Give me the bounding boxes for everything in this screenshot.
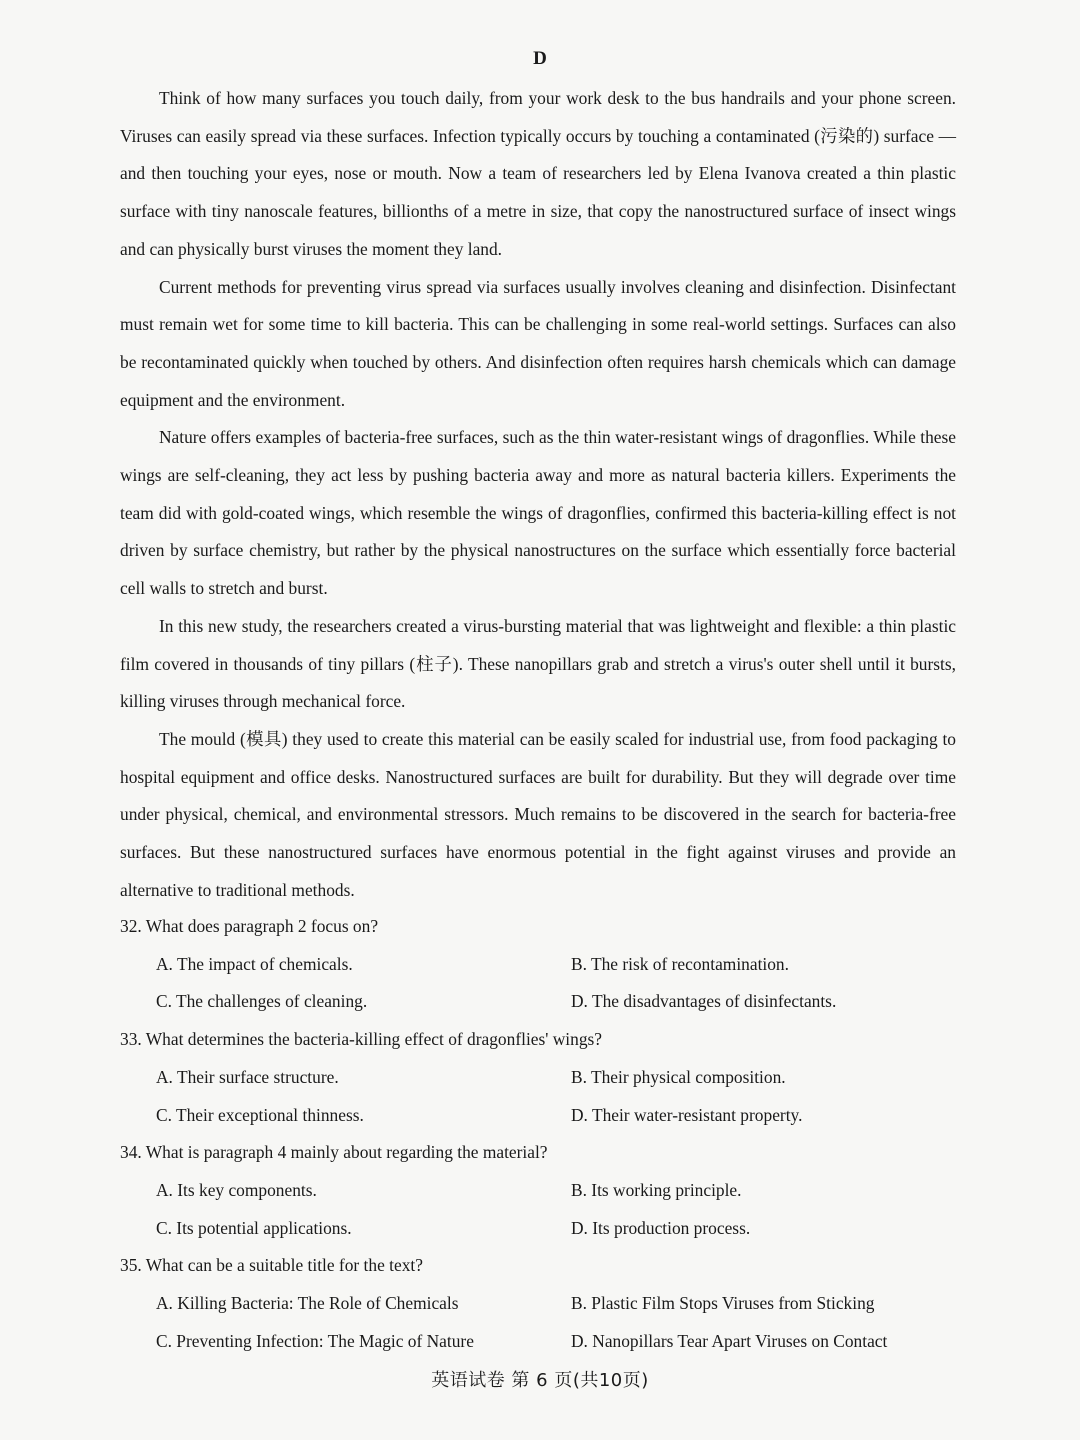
answer-options bbox=[120, 1285, 956, 1360]
option-a: A. Its key components. bbox=[156, 1179, 317, 1200]
section-heading: D bbox=[533, 48, 547, 69]
option-c: C. Its potential applications. bbox=[156, 1217, 352, 1238]
question-32 bbox=[120, 908, 956, 1021]
question-34 bbox=[120, 1134, 956, 1247]
paragraph-2: Current methods for preventing virus spread via surfaces usually involves cleaning and disinfection. Disinfectant must remain wet for some time to kill bacteria. This can be challenging in some real-world settings. Surfaces can also be recontaminated quickly when touched by others. And disinfection often requires harsh chemicals which can damage equipment and the environment. bbox=[120, 276, 956, 410]
answer-options bbox=[120, 946, 956, 1021]
option-d: D. Its production process. bbox=[571, 1217, 751, 1238]
option-d: D. Their water-resistant property. bbox=[571, 1104, 803, 1125]
paragraph-4: In this new study, the researchers created a virus-bursting material that was lightweight and flexible: a thin plastic film covered in thousands of tiny pillars (柱子). These nanopillars grab and stretch a virus's outer shell until it bursts, killing viruses through mechanical force. bbox=[120, 615, 956, 712]
option-b: B. Their physical composition. bbox=[571, 1066, 786, 1087]
option-a: A. The impact of chemicals. bbox=[156, 953, 353, 974]
option-d: D. Nanopillars Tear Apart Viruses on Contact bbox=[571, 1330, 888, 1351]
option-a: A. Their surface structure. bbox=[156, 1066, 339, 1087]
question-stem: 35. What can be a suitable title for the text? bbox=[120, 1255, 423, 1276]
question-35 bbox=[120, 1247, 956, 1360]
page-footer: 英语试卷 第 6 页(共10页) bbox=[431, 1370, 649, 1391]
question-stem: 34. What is paragraph 4 mainly about regarding the material? bbox=[120, 1142, 548, 1163]
option-c: C. The challenges of cleaning. bbox=[156, 991, 368, 1012]
answer-options bbox=[120, 1059, 956, 1134]
paragraph-3: Nature offers examples of bacteria-free surfaces, such as the thin water-resistant wings of dragonflies. While these wings are self-cleaning, they act less by pushing bacteria away and more as natural bacteria killers. Experiments the team did with gold-coated wings, which resemble the wings of dragonflies, confirmed this bacteria-killing effect is not driven by surface chemistry, but rather by the physical nanostructures on the surface which essentially force bacterial cell walls to stretch and burst. bbox=[120, 427, 956, 599]
option-b: B. Plastic Film Stops Viruses from Sticking bbox=[571, 1293, 875, 1314]
question-list bbox=[120, 908, 956, 1360]
option-c: C. Their exceptional thinness. bbox=[156, 1104, 364, 1125]
option-b: B. Its working principle. bbox=[571, 1179, 742, 1200]
paragraph-1: Think of how many surfaces you touch daily, from your work desk to the bus handrails and your phone screen. Viruses can easily spread via these surfaces. Infection typically occurs by touching a contaminated (污染的) surface — and then touching your eyes, nose or mouth. Now a team of researchers led by Elena Ivanova created a thin plastic surface with tiny nanoscale features, billionths of a metre in size, that copy the nanostructured surface of insect wings and can physically burst viruses the moment they land. bbox=[120, 88, 956, 259]
question-stem: 33. What determines the bacteria-killing effect of dragonflies' wings? bbox=[120, 1029, 603, 1050]
option-d: D. The disadvantages of disinfectants. bbox=[571, 991, 837, 1012]
question-33 bbox=[120, 1021, 956, 1134]
answer-options bbox=[120, 1172, 956, 1247]
paragraph-5: The mould (模具) they used to create this material can be easily scaled for industrial use, from food packaging to hospital equipment and office desks. Nanostructured surfaces are built for durability. But they will degrade over time under physical, chemical, and environmental stressors. Much remains to be discovered in the search for bacteria-free surfaces. But these nanostructured surfaces have enormous potential in the fight against viruses and provide an alternative to traditional methods. bbox=[120, 728, 956, 900]
question-stem: 32. What does paragraph 2 focus on? bbox=[120, 916, 379, 936]
reading-passage bbox=[120, 80, 956, 909]
option-c: C. Preventing Infection: The Magic of Nature bbox=[156, 1330, 474, 1351]
option-b: B. The risk of recontamination. bbox=[571, 953, 789, 974]
option-a: A. Killing Bacteria: The Role of Chemicals bbox=[156, 1293, 459, 1314]
